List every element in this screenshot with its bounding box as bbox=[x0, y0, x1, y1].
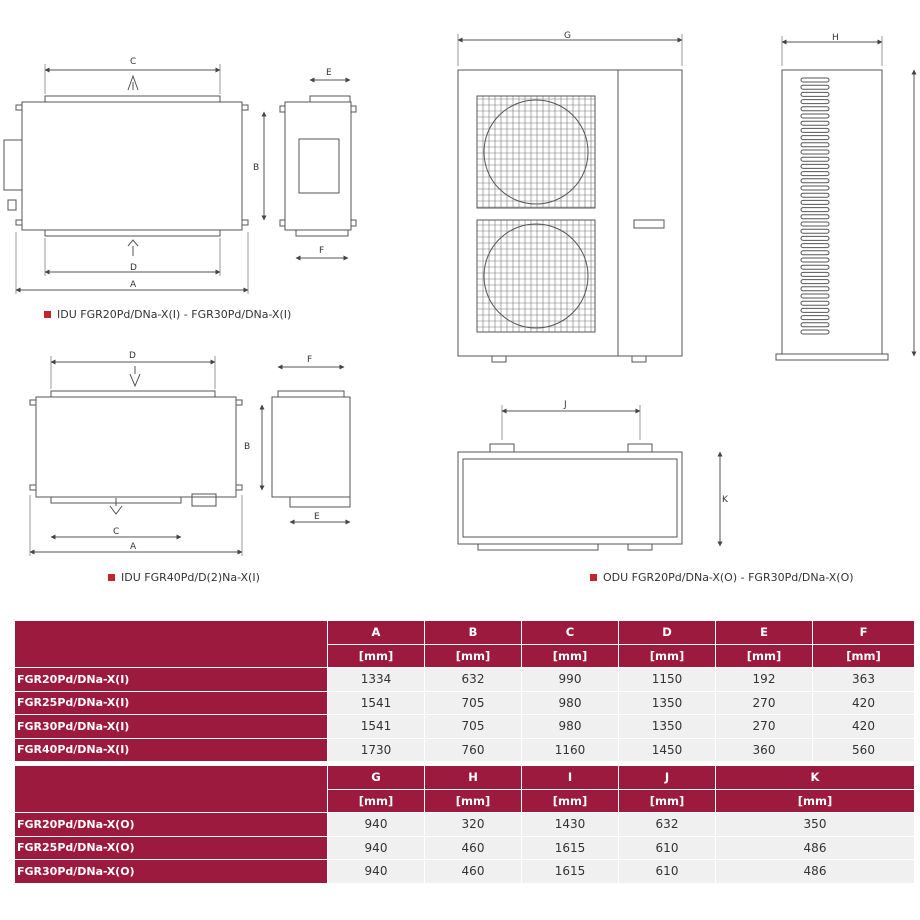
louver-slot bbox=[801, 287, 829, 291]
value-cell: 486 bbox=[716, 836, 915, 860]
unit-label: [mm] bbox=[716, 789, 915, 813]
louver-slot bbox=[801, 244, 829, 248]
idu-dimensions-table bbox=[14, 620, 915, 762]
dim-label-d: D bbox=[130, 263, 137, 273]
value-cell: 270 bbox=[716, 691, 813, 715]
value-cell: 610 bbox=[619, 836, 716, 860]
value-cell: 990 bbox=[522, 668, 619, 692]
table-row bbox=[15, 813, 915, 837]
odu-front-view bbox=[458, 34, 682, 362]
model-name: FGR20Pd/DNa-X(O) bbox=[15, 813, 328, 837]
louver-slot bbox=[801, 316, 829, 320]
dim-label-a: A bbox=[130, 280, 137, 290]
model-name: FGR25Pd/DNa-X(I) bbox=[15, 691, 328, 715]
dim-label-f-large: F bbox=[307, 355, 313, 365]
louver-slot bbox=[801, 208, 829, 212]
dim-label-h: H bbox=[832, 33, 839, 43]
louver-slot bbox=[801, 294, 829, 298]
louver-slot bbox=[801, 136, 829, 140]
dim-label-c-large: C bbox=[113, 527, 120, 537]
column-header-d: D bbox=[619, 621, 716, 645]
table-row bbox=[15, 668, 915, 692]
caption-odu-text: ODU FGR20Pd/DNa-X(O) - FGR30Pd/DNa-X(O) bbox=[603, 571, 854, 584]
model-name: FGR30Pd/DNa-X(I) bbox=[15, 715, 328, 739]
louver-slot bbox=[801, 215, 829, 219]
idu-large-front-view bbox=[30, 356, 262, 556]
louver-slot bbox=[801, 107, 829, 111]
value-cell: 1150 bbox=[619, 668, 716, 692]
louver-slot bbox=[801, 193, 829, 197]
louver-slot bbox=[801, 78, 829, 82]
unit-label: [mm] bbox=[813, 644, 915, 668]
column-header-c: C bbox=[522, 621, 619, 645]
caption-idu-small bbox=[44, 308, 291, 321]
unit-label: [mm] bbox=[425, 644, 522, 668]
caption-odu bbox=[590, 571, 854, 584]
value-cell: 560 bbox=[813, 738, 915, 762]
table-header-row bbox=[15, 621, 915, 645]
louver-slot bbox=[801, 272, 829, 276]
dim-label-b-large: B bbox=[244, 442, 251, 452]
unit-label: [mm] bbox=[619, 789, 716, 813]
louver-slot bbox=[801, 301, 829, 305]
unit-label: [mm] bbox=[522, 789, 619, 813]
value-cell: 1430 bbox=[522, 813, 619, 837]
louver-slot bbox=[801, 186, 829, 190]
dim-label-g: G bbox=[564, 31, 571, 41]
value-cell: 320 bbox=[425, 813, 522, 837]
louver-slot bbox=[801, 100, 829, 104]
dim-label-k: K bbox=[722, 495, 728, 505]
idu-large-side-view bbox=[272, 367, 350, 522]
column-header-a: A bbox=[328, 621, 425, 645]
model-name: FGR30Pd/DNa-X(O) bbox=[15, 860, 328, 884]
value-cell: 1450 bbox=[619, 738, 716, 762]
table-row bbox=[15, 860, 915, 884]
value-cell: 1350 bbox=[619, 691, 716, 715]
value-cell: 420 bbox=[813, 691, 915, 715]
unit-label: [mm] bbox=[425, 789, 522, 813]
column-header-j: J bbox=[619, 766, 716, 790]
louver-slot bbox=[801, 236, 829, 240]
table-row bbox=[15, 715, 915, 739]
louver-slot bbox=[801, 200, 829, 204]
louver-slot bbox=[801, 92, 829, 96]
louver-slot bbox=[801, 121, 829, 125]
louver-slot bbox=[801, 308, 829, 312]
value-cell: 940 bbox=[328, 836, 425, 860]
value-cell: 632 bbox=[425, 668, 522, 692]
unit-label: [mm] bbox=[619, 644, 716, 668]
louver-slot bbox=[801, 265, 829, 269]
table-row bbox=[15, 738, 915, 762]
value-cell: 705 bbox=[425, 691, 522, 715]
dim-label-f: F bbox=[319, 246, 325, 256]
value-cell: 610 bbox=[619, 860, 716, 884]
louver-slot bbox=[801, 330, 829, 334]
dim-label-a-large: A bbox=[130, 542, 137, 552]
dim-label-b: B bbox=[253, 163, 260, 173]
value-cell: 1615 bbox=[522, 836, 619, 860]
idu-small-front-view bbox=[4, 64, 264, 294]
table-row bbox=[15, 836, 915, 860]
model-name: FGR25Pd/DNa-X(O) bbox=[15, 836, 328, 860]
table-corner bbox=[15, 621, 328, 668]
louver-slot bbox=[801, 157, 829, 161]
value-cell: 270 bbox=[716, 715, 813, 739]
column-header-f: F bbox=[813, 621, 915, 645]
unit-label: [mm] bbox=[522, 644, 619, 668]
value-cell: 980 bbox=[522, 691, 619, 715]
louver-slot bbox=[801, 229, 829, 233]
louver-slot bbox=[801, 164, 829, 168]
unit-label: [mm] bbox=[328, 644, 425, 668]
louver-slot bbox=[801, 128, 829, 132]
value-cell: 360 bbox=[716, 738, 813, 762]
louver-slot bbox=[801, 258, 829, 262]
louver-slot bbox=[801, 280, 829, 284]
model-name: FGR40Pd/DNa-X(I) bbox=[15, 738, 328, 762]
column-header-b: B bbox=[425, 621, 522, 645]
idu-small-side-view bbox=[280, 80, 356, 258]
value-cell: 192 bbox=[716, 668, 813, 692]
caption-idu-large bbox=[108, 571, 260, 584]
louver-slot bbox=[801, 179, 829, 183]
value-cell: 363 bbox=[813, 668, 915, 692]
louver-slot bbox=[801, 222, 829, 226]
caption-idu-small-text: IDU FGR20Pd/DNa-X(I) - FGR30Pd/DNa-X(I) bbox=[57, 308, 292, 321]
table-header-row bbox=[15, 766, 915, 790]
odu-top-view bbox=[458, 405, 720, 550]
dim-label-j: J bbox=[564, 400, 567, 410]
value-cell: 1541 bbox=[328, 691, 425, 715]
unit-label: [mm] bbox=[716, 644, 813, 668]
dim-label-c: C bbox=[130, 57, 137, 67]
value-cell: 1541 bbox=[328, 715, 425, 739]
value-cell: 1350 bbox=[619, 715, 716, 739]
column-header-g: G bbox=[328, 766, 425, 790]
value-cell: 486 bbox=[716, 860, 915, 884]
value-cell: 1334 bbox=[328, 668, 425, 692]
value-cell: 460 bbox=[425, 836, 522, 860]
dim-label-e-large: E bbox=[314, 512, 320, 522]
bullet-square bbox=[44, 311, 51, 318]
odu-side-view bbox=[776, 36, 914, 360]
value-cell: 940 bbox=[328, 813, 425, 837]
value-cell: 420 bbox=[813, 715, 915, 739]
column-header-e: E bbox=[716, 621, 813, 645]
table-corner bbox=[15, 766, 328, 813]
value-cell: 1160 bbox=[522, 738, 619, 762]
odu-dimensions-table bbox=[14, 765, 915, 884]
unit-label: [mm] bbox=[328, 789, 425, 813]
value-cell: 940 bbox=[328, 860, 425, 884]
value-cell: 460 bbox=[425, 860, 522, 884]
louver-slot bbox=[801, 251, 829, 255]
table-row bbox=[15, 691, 915, 715]
value-cell: 980 bbox=[522, 715, 619, 739]
bullet-square bbox=[590, 574, 597, 581]
dim-label-d-large: D bbox=[129, 351, 136, 361]
value-cell: 1615 bbox=[522, 860, 619, 884]
column-header-k: K bbox=[716, 766, 915, 790]
louver-slot bbox=[801, 150, 829, 154]
louver-slot bbox=[801, 85, 829, 89]
value-cell: 760 bbox=[425, 738, 522, 762]
louver-slot bbox=[801, 323, 829, 327]
column-header-i: I bbox=[522, 766, 619, 790]
dim-label-e: E bbox=[326, 68, 332, 78]
value-cell: 350 bbox=[716, 813, 915, 837]
louver-slot bbox=[801, 172, 829, 176]
value-cell: 1730 bbox=[328, 738, 425, 762]
value-cell: 632 bbox=[619, 813, 716, 837]
model-name: FGR20Pd/DNa-X(I) bbox=[15, 668, 328, 692]
louver-slot bbox=[801, 114, 829, 118]
caption-idu-large-text: IDU FGR40Pd/D(2)Na-X(I) bbox=[121, 571, 260, 584]
value-cell: 705 bbox=[425, 715, 522, 739]
bullet-square bbox=[108, 574, 115, 581]
column-header-h: H bbox=[425, 766, 522, 790]
louver-slot bbox=[801, 143, 829, 147]
